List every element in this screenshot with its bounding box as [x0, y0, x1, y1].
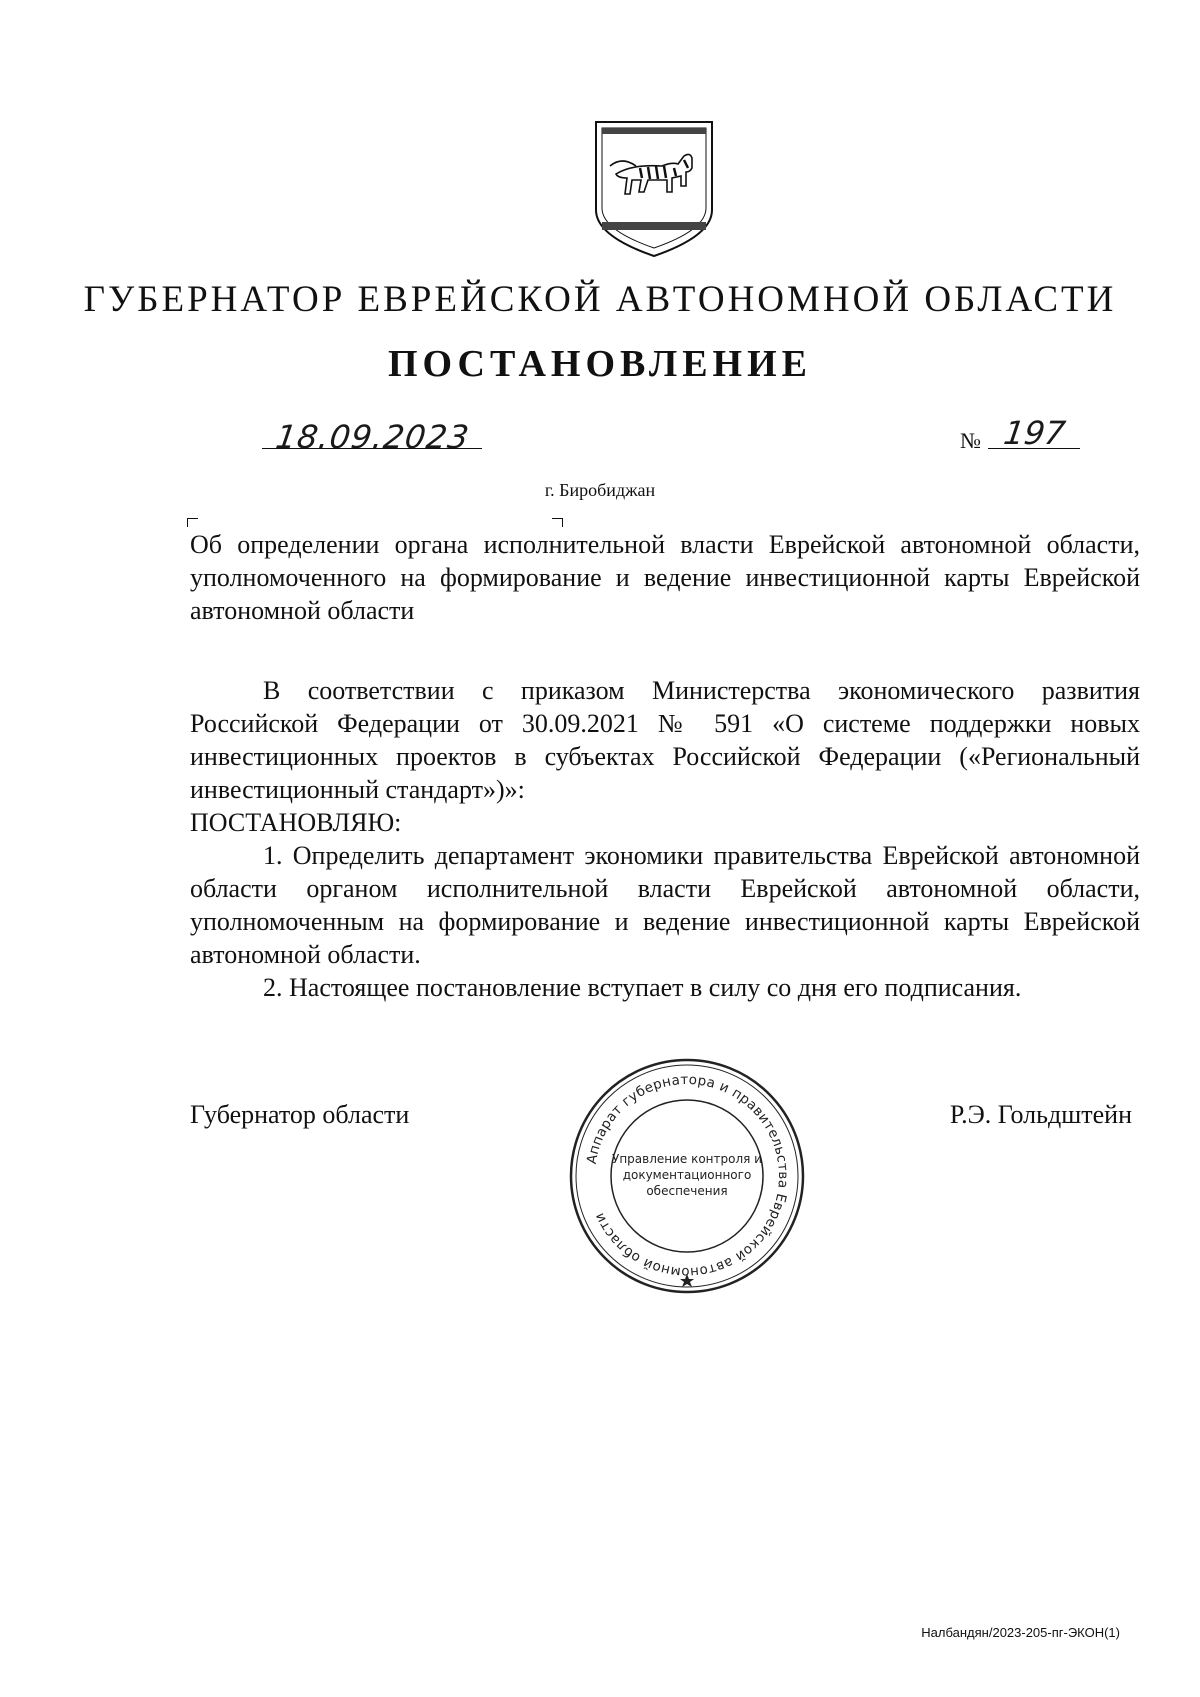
- authority-title: ГУБЕРНАТОР ЕВРЕЙСКОЙ АВТОНОМНОЙ ОБЛАСТИ: [83, 279, 1117, 320]
- decree-word: ПОСТАНОВЛЯЮ:: [190, 808, 402, 837]
- stamp-inner-line-3: обеспечения: [646, 1184, 728, 1198]
- signatory-position: Губернатор области: [190, 1100, 410, 1129]
- number-label: №: [960, 428, 981, 453]
- document-subject: Об определении органа исполнительной власти Еврейской автономной области, уполномоченного на формирование и ведение инвестиционной карты Еврейской автономной области: [190, 530, 1140, 625]
- official-stamp: [566, 1055, 808, 1297]
- handwritten-number: 197: [1001, 414, 1068, 452]
- number-underline: [988, 448, 1080, 449]
- document-footer-code: Налбандян/2023-205-пг-ЭКОН(1): [921, 1625, 1120, 1640]
- stamp-inner-line-2: документационного: [622, 1168, 752, 1182]
- handwritten-date: 18.09.2023: [273, 418, 472, 456]
- tiger-coat-of-arms-icon: [592, 118, 716, 260]
- city-of-issue: г. Биробиджан: [544, 480, 656, 500]
- signatory-name: Р.Э. Гольдштейн: [949, 1100, 1132, 1129]
- subject-bracket-left: [187, 518, 198, 527]
- stamp-inner-line-1: Управление контроля и: [612, 1152, 762, 1166]
- document-body: [190, 674, 1140, 1004]
- document-type-title: ПОСТАНОВЛЕНИЕ: [387, 343, 813, 385]
- stamp-outer-text: Аппарат губернатора и правительства Еврейской автономной области: [583, 1071, 792, 1281]
- date-underline: [262, 448, 482, 449]
- decree-item-1: 1. Определить департамент экономики правительства Еврейской автономной области органом исполнительной власти Еврейской автономной области, уполномоченным на формирование и ведение инвестиционной карты Еврейской автономной области.: [190, 841, 1140, 969]
- decree-item-2: 2. Настоящее постановление вступает в силу со дня его подписания.: [263, 973, 1022, 1002]
- subject-bracket-right: [552, 518, 563, 527]
- preamble-paragraph: В соответствии с приказом Министерства экономического развития Российской Федерации от 30.09.2021 № 591 «О системе поддержки новых инвестиционных проектов в субъектах Российской Федерации («Региональный инвестиционный стандарт»)»:: [190, 676, 1140, 804]
